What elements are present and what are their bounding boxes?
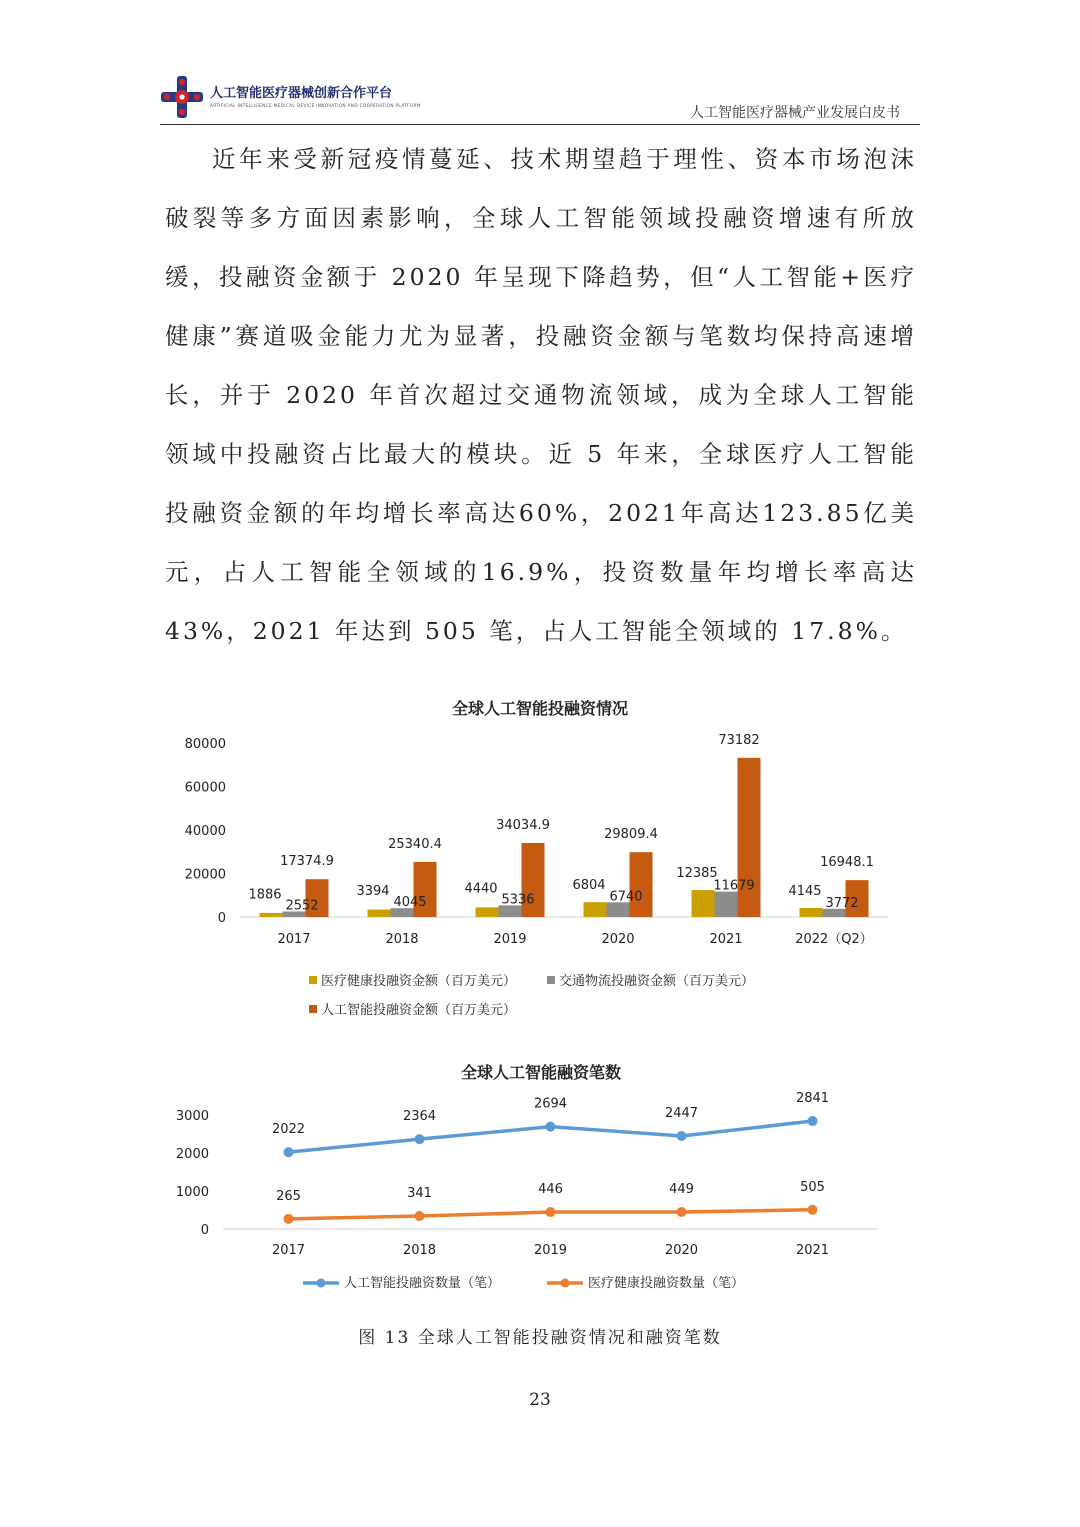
legend-label: 医疗健康投融资数量（笔） [588,1276,745,1291]
bar-transport [715,892,738,917]
legend-marker [561,1279,570,1288]
data-label: 29809.4 [604,827,658,843]
legend-label: 人工智能投融资数量（笔） [344,1276,501,1291]
y-tick-label: 20000 [184,867,226,883]
header-divider [160,124,920,125]
data-label: 5336 [501,892,535,908]
page-number: 23 [529,1390,551,1410]
data-label: 2364 [402,1109,437,1125]
data-label: 11679 [713,878,755,894]
legend-marker [317,1279,326,1288]
platform-name-english: ARTIFICIAL INTELLIGENCE MEDICAL DEVICE INNOVATION AND COOPERATION PLATFORM [210,104,421,109]
y-tick-label: 1000 [175,1185,209,1200]
bar-ai-total [630,852,653,917]
data-label: 4440 [464,881,498,897]
x-tick-label: 2017 [277,932,311,947]
data-point [808,1116,818,1126]
data-label: 446 [538,1182,563,1198]
data-label: 2022 [271,1122,306,1138]
data-label: 6804 [572,878,606,894]
x-tick-label: 2017 [271,1243,306,1258]
legend-swatch [309,1005,317,1013]
y-tick-label: 80000 [184,737,226,752]
data-point [677,1131,687,1141]
bar-healthcare [260,913,283,917]
data-label: 2694 [533,1096,568,1112]
figure-caption: 图 13 全球人工智能投融资情况和融资笔数 [358,1328,722,1348]
data-label: 34034.9 [496,817,550,833]
data-label: 2552 [285,898,319,914]
y-tick-label: 0 [217,911,226,926]
cross-logo-icon [160,74,204,120]
data-label: 505 [800,1179,825,1195]
x-tick-label: 2018 [402,1243,437,1258]
data-label: 3772 [825,895,859,911]
document-title: 人工智能医疗器械产业发展白皮书 [690,105,900,121]
data-label: 16948.1 [820,855,874,871]
data-point [546,1122,556,1132]
data-label: 25340.4 [388,836,442,852]
data-label: 12385 [676,866,718,882]
bar-healthcare [476,907,499,917]
data-label: 4145 [788,883,822,899]
x-tick-label: 2018 [385,932,419,947]
data-point [415,1134,425,1144]
x-tick-label: 2019 [533,1243,568,1258]
data-label: 1886 [248,887,282,903]
y-tick-label: 3000 [175,1109,209,1124]
data-point [546,1207,556,1217]
data-point [808,1205,818,1215]
legend-label: 医疗健康投融资金额（百万美元） [321,974,517,989]
data-label: 73182 [718,732,760,748]
bar-healthcare [692,890,715,917]
body-paragraph: 近年来受新冠疫情蔓延、技术期望趋于理性、资本市场泡沫破裂等多方面因素影响，全球人工智能领域投融资增速有所放缓，投融资金额于 2020 年呈现下降趋势，但“人工智能+医疗健康”赛道吸金能力尤为显著，投融资金额与笔数均保持高速增长，并于 2020 年首次超过交通物流领域，成为全球人工智能领域中投融资占比最大的模块。近 5 年来，全球医疗人工智能投融资金额的年均增长率高达60%，2021年高达123.85亿美元，占人工智能全领域的16.9%，投资数量年均增长率高达 43%，2021 年达到 505 笔，占人工智能全领域的 17.8%。 [165,145,917,645]
bar-healthcare [584,902,607,917]
x-tick-label: 2021 [709,932,743,947]
legend-swatch [547,976,555,984]
legend-label: 人工智能投融资金额（百万美元） [321,1003,517,1018]
x-tick-label: 2020 [664,1243,699,1258]
chart-title: 全球人工智能融资笔数 [460,1063,622,1082]
data-point [677,1207,687,1217]
y-tick-label: 40000 [184,824,226,839]
data-label: 17374.9 [280,854,334,870]
bar-transport [607,902,630,917]
y-tick-label: 0 [200,1223,209,1238]
data-label: 341 [407,1186,432,1202]
legend-label: 交通物流投融资金额（百万美元） [559,974,755,989]
deal-count-chart [0,1055,1080,1305]
y-tick-label: 60000 [184,780,226,796]
data-point [284,1214,294,1224]
y-tick-label: 2000 [175,1147,209,1162]
data-label: 6740 [609,889,643,905]
platform-name: 人工智能医疗器械创新合作平台 [210,86,393,101]
data-point [415,1211,425,1221]
bar-healthcare [800,908,823,917]
x-tick-label: 2022（Q2） [795,932,873,947]
chart-title: 全球人工智能投融资情况 [451,699,629,718]
data-label: 3394 [356,884,390,900]
data-label: 2447 [664,1106,699,1122]
x-tick-label: 2020 [601,932,635,947]
x-tick-label: 2019 [493,932,527,947]
x-tick-label: 2021 [795,1243,830,1258]
investment-amount-chart [0,690,1080,1030]
data-label: 265 [276,1188,301,1204]
data-label: 2841 [795,1091,830,1107]
data-label: 4045 [393,895,427,911]
data-point [284,1147,294,1157]
legend-swatch [309,976,317,984]
data-label: 449 [669,1181,694,1197]
bar-healthcare [368,910,391,917]
